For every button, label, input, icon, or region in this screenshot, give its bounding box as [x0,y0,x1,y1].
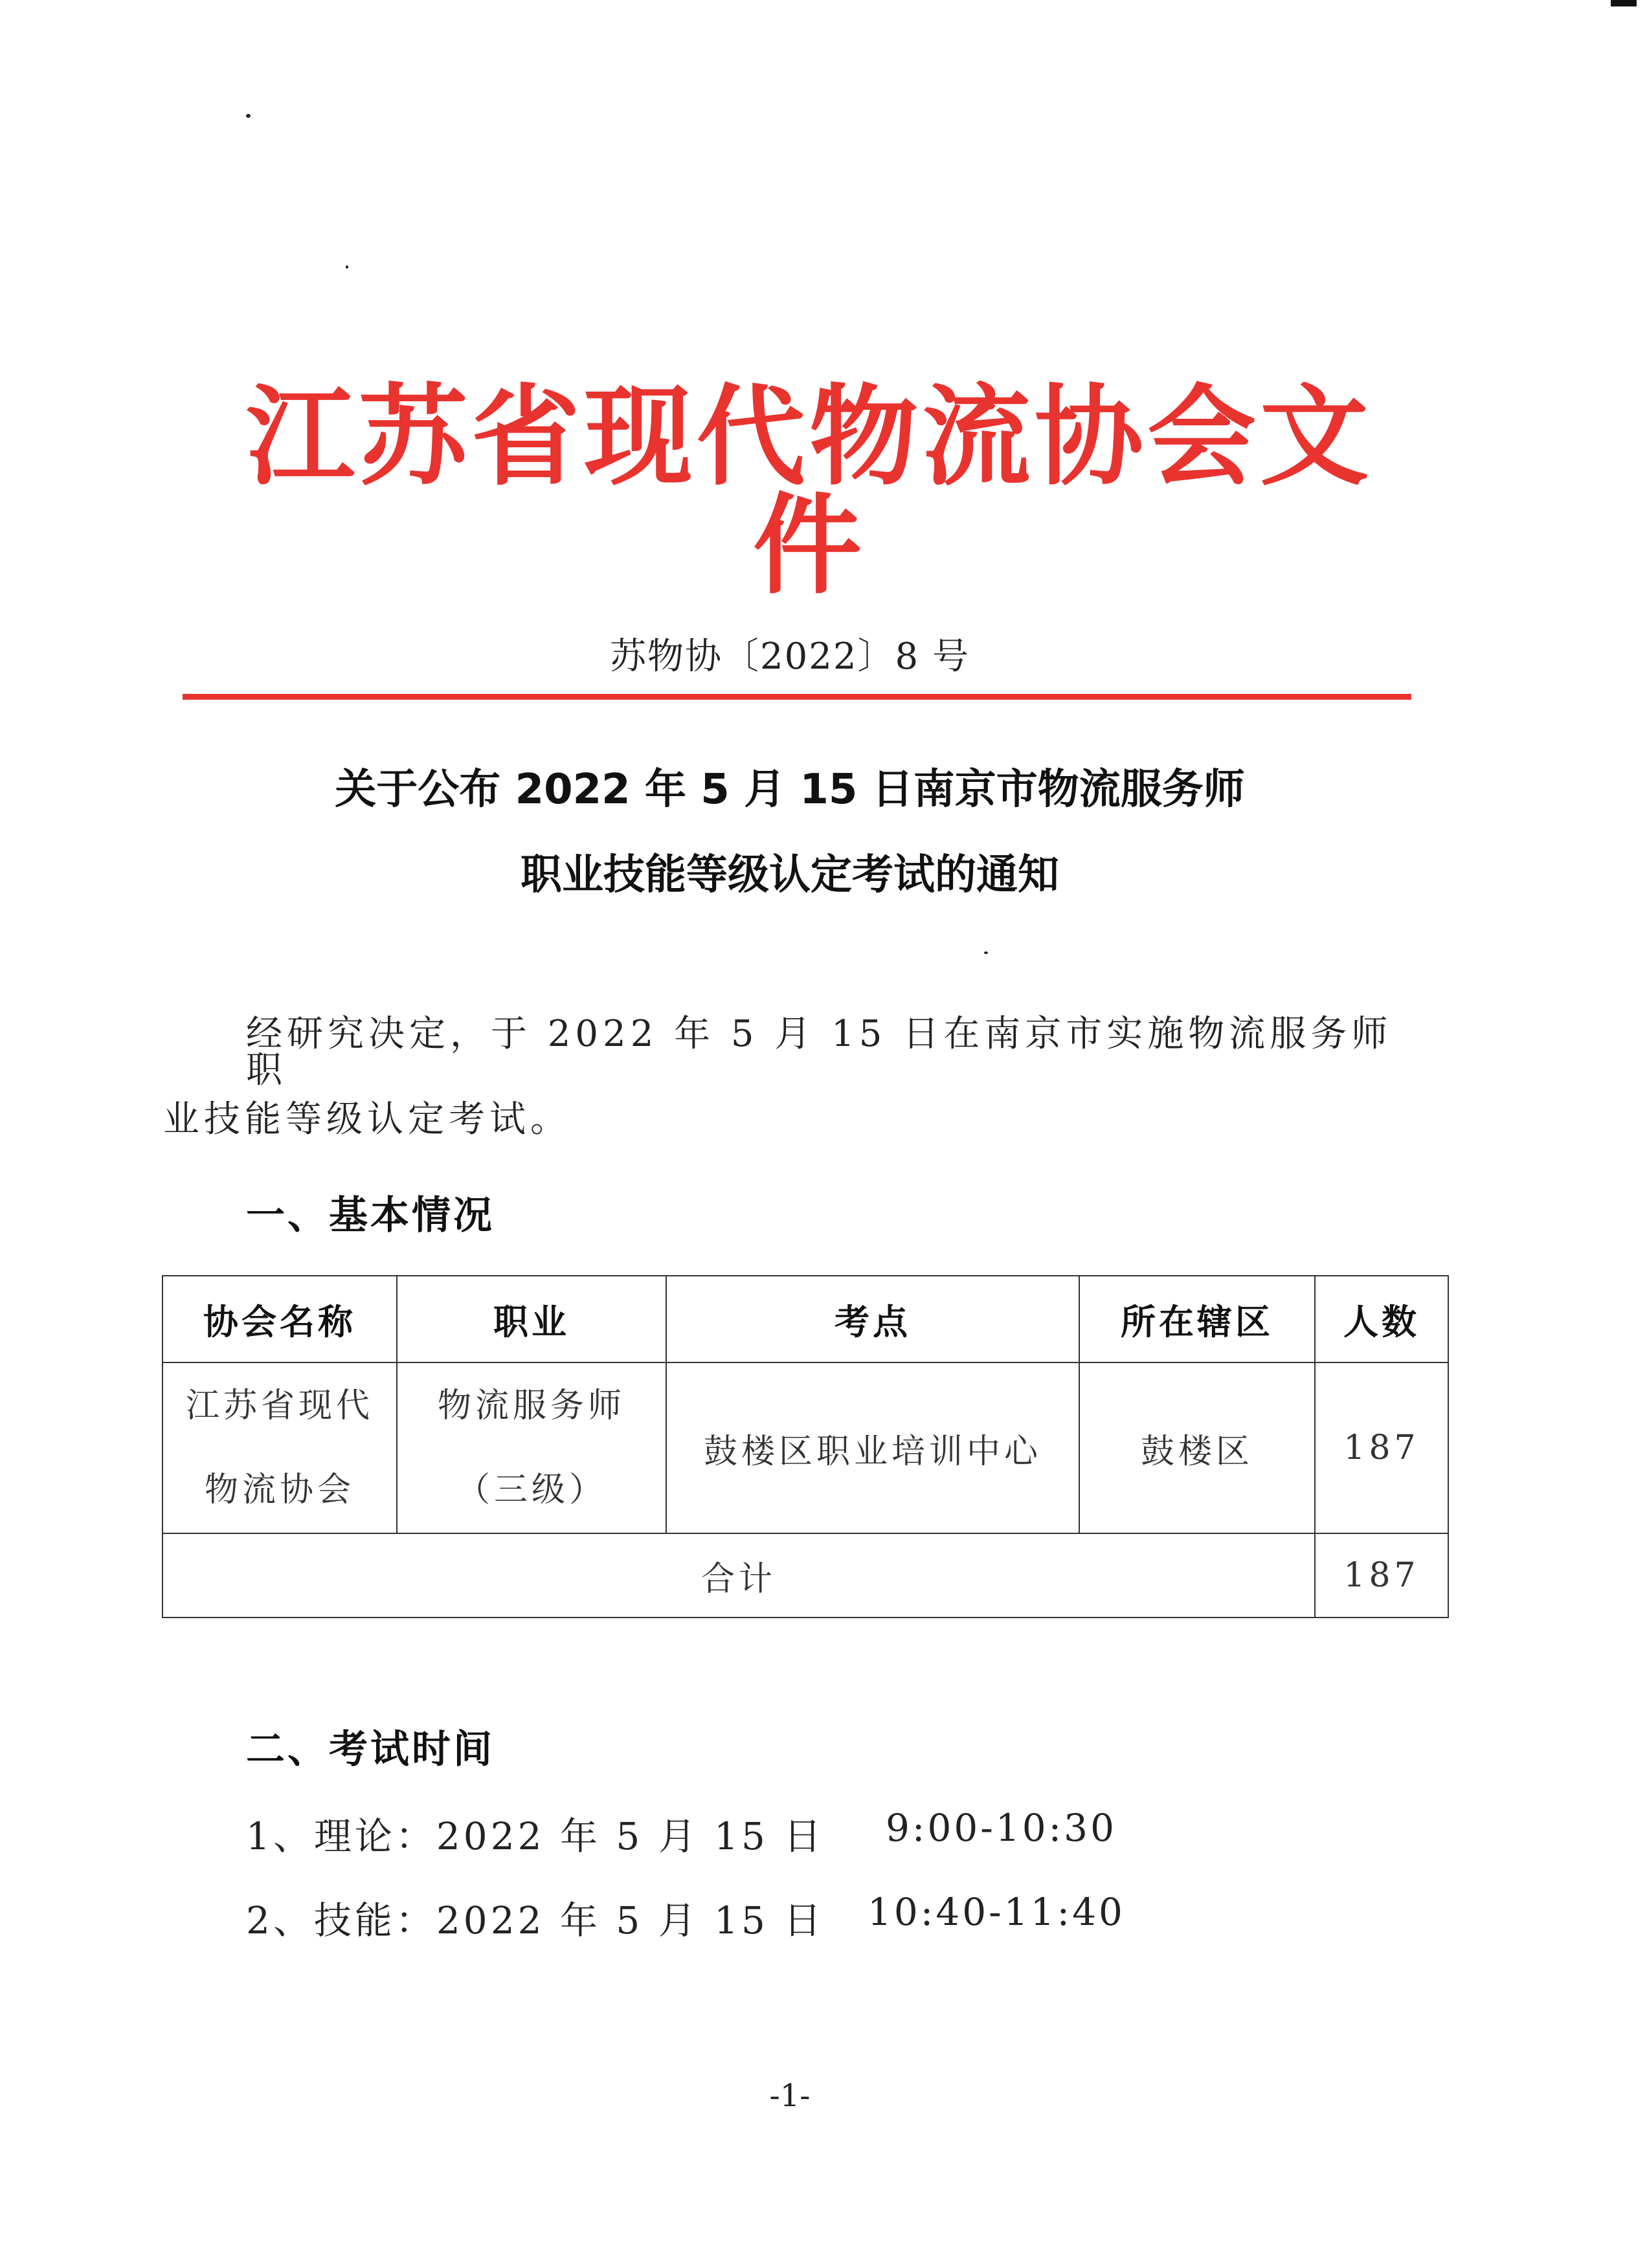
scan-corner-mark [1611,0,1637,6]
exam-time-item-theory: 1、理论：2022 年 5 月 15 日 [246,1814,825,1858]
notice-title-line-1: 关于公布 2022 年 5 月 15 日南京市物流服务师 [335,766,1245,814]
table-total-row [162,1533,1448,1618]
header-red-rule [183,694,1411,700]
intro-paragraph-line-2: 业技能等级认定考试。 [163,1098,571,1140]
exam-time-range-skill: 10:40-11:40 [868,1890,1125,1934]
exam-time-range-theory: 9:00-10:30 [886,1806,1117,1850]
scan-speck [346,265,348,269]
exam-time-item-skill: 2、技能：2022 年 5 月 15 日 [246,1898,825,1942]
district-cell: 鼓楼区 [1079,1362,1315,1533]
headcount-cell: 187 [1315,1362,1448,1533]
table-header-cell: 人数 [1315,1276,1448,1362]
table-header-cell: 考点 [666,1276,1079,1362]
table-header-row [162,1276,1448,1362]
table-header-cell: 职业 [397,1276,666,1362]
total-count-cell: 187 [1315,1533,1448,1618]
table-row [162,1362,1448,1533]
scan-speck [984,951,988,954]
section-heading-exam-time: 二、考试时间 [246,1727,495,1772]
notice-title-line-2: 职业技能等级认定考试的通知 [521,851,1059,899]
association-name-line: 物流协会 [204,1471,355,1509]
intro-paragraph-line-1: 经研究决定，于 2022 年 5 月 15 日在南京市实施物流服务师职 [246,1013,1393,1091]
table-header-cell: 所在辖区 [1079,1276,1315,1362]
association-name-cell [162,1362,397,1533]
document-number: 苏物协〔2022〕8 号 [610,636,970,678]
occupation-level: （三级） [456,1471,607,1509]
document-header-title: 江苏省现代物流协会文件 [246,372,1372,609]
table-header-cell: 协会名称 [162,1276,397,1362]
occupation-cell [397,1362,666,1533]
section-heading-basic-info: 一、基本情况 [246,1193,495,1238]
basic-info-table [162,1275,1449,1618]
total-label-cell: 合计 [162,1533,1315,1618]
page-number: -1- [769,2078,811,2114]
scan-speck [246,114,251,118]
exam-site-cell: 鼓楼区职业培训中心 [666,1362,1079,1533]
occupation-line: 物流服务师 [437,1386,625,1425]
association-name-line: 江苏省现代 [185,1386,374,1425]
